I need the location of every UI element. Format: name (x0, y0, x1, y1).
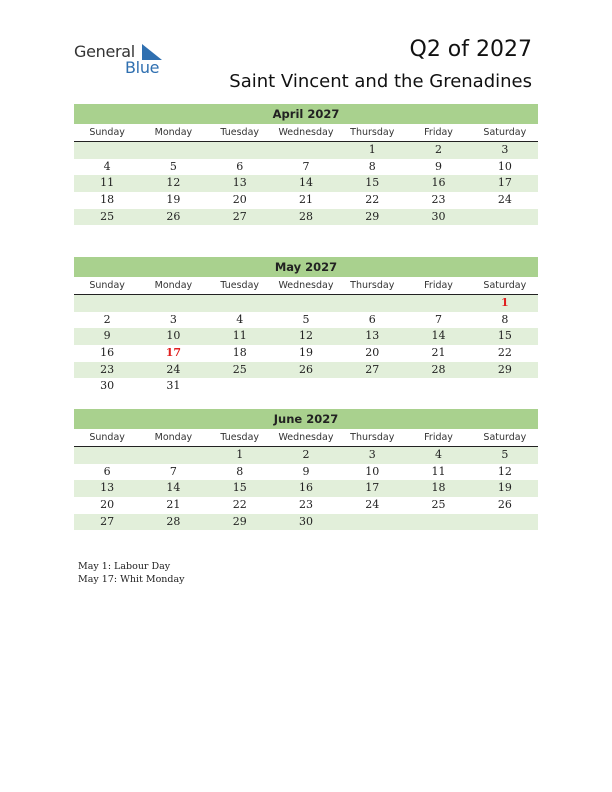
holiday-notes (78, 560, 185, 586)
day-cell (74, 295, 140, 312)
day-cell: 15 (232, 481, 247, 495)
day-cell: 2 (103, 312, 111, 326)
day-cell: 20 (365, 346, 380, 360)
day-cell (405, 514, 471, 531)
day-cell (339, 295, 405, 312)
day-cell: 5 (169, 159, 177, 173)
day-cell: 25 (431, 498, 446, 512)
day-cell (405, 378, 471, 395)
weekday-label: Saturday (483, 127, 527, 138)
day-cell: 2 (435, 143, 443, 156)
day-cell: 23 (431, 193, 446, 207)
day-cell: 13 (365, 329, 380, 343)
day-cell: 18 (232, 346, 247, 360)
day-cell: 20 (100, 498, 115, 512)
day-cell: 23 (100, 362, 115, 376)
weekday-label: Sunday (89, 432, 125, 443)
day-cell: 26 (298, 362, 313, 376)
day-cell: 29 (232, 514, 247, 528)
day-cell (472, 514, 538, 531)
day-cell (140, 447, 206, 464)
day-cell (339, 514, 405, 531)
day-cell: 5 (501, 448, 509, 461)
day-cell (273, 142, 339, 159)
weekday-label: Wednesday (278, 280, 334, 291)
day-cell: 6 (236, 159, 244, 173)
weekday-label: Monday (154, 280, 193, 291)
quarter-title: Q2 of 2027 (409, 37, 532, 62)
day-cell: 3 (368, 448, 376, 461)
day-cell: 6 (368, 312, 376, 326)
holiday-note: May 17: Whit Monday (78, 574, 185, 585)
weekday-header-row (74, 277, 538, 295)
day-cell: 12 (166, 176, 181, 190)
day-cell (472, 209, 538, 226)
day-cell: 21 (298, 193, 313, 207)
day-cell: 1 (236, 448, 244, 461)
weekday-label: Wednesday (278, 127, 334, 138)
day-cell: 19 (497, 481, 512, 495)
day-cell: 7 (302, 159, 310, 173)
week-row (74, 378, 538, 395)
month-title: April 2027 (74, 104, 538, 124)
day-cell: 11 (232, 329, 247, 343)
day-cell: 12 (497, 464, 512, 478)
holiday-note: May 1: Labour Day (78, 561, 171, 572)
weekday-header-row (74, 429, 538, 447)
day-cell: 21 (166, 498, 181, 512)
day-cell: 27 (365, 362, 380, 376)
day-cell: 9 (302, 464, 310, 478)
day-cell (74, 142, 140, 159)
day-cell: 24 (365, 498, 380, 512)
day-cell (339, 378, 405, 395)
day-cell: 17 (497, 176, 512, 190)
day-cell: 24 (166, 362, 181, 376)
day-cell: 29 (497, 362, 512, 376)
week-row (74, 328, 538, 345)
weekday-label: Thursday (350, 280, 395, 291)
week-row (74, 480, 538, 497)
month-title: June 2027 (74, 409, 538, 429)
day-cell: 25 (100, 209, 115, 223)
weekday-label: Saturday (483, 280, 527, 291)
logo-blue-text: Blue (125, 58, 160, 77)
week-row (74, 312, 538, 329)
day-cell: 11 (431, 464, 446, 478)
day-cell: 7 (169, 464, 177, 478)
month-title: May 2027 (74, 257, 538, 277)
day-cell: 23 (298, 498, 313, 512)
holiday-day-cell: 1 (501, 296, 509, 309)
day-cell (74, 447, 140, 464)
day-cell: 4 (103, 159, 111, 173)
day-cell: 28 (431, 362, 446, 376)
month-calendar (74, 104, 538, 225)
day-cell: 4 (435, 448, 443, 461)
day-cell: 11 (100, 176, 115, 190)
day-cell: 2 (302, 448, 310, 461)
week-row (74, 514, 538, 531)
day-cell: 5 (302, 312, 310, 326)
day-cell: 8 (236, 464, 244, 478)
month-calendar (74, 409, 538, 530)
day-cell: 21 (431, 346, 446, 360)
week-row (74, 142, 538, 159)
generalblue-logo (74, 42, 174, 78)
weekday-label: Monday (154, 432, 193, 443)
day-cell: 26 (497, 498, 512, 512)
day-cell: 29 (365, 209, 380, 223)
day-cell: 28 (166, 514, 181, 528)
day-cell: 3 (169, 312, 177, 326)
weekday-label: Sunday (89, 127, 125, 138)
day-cell: 27 (100, 514, 115, 528)
week-row (74, 295, 538, 312)
day-cell (207, 295, 273, 312)
day-cell: 19 (298, 346, 313, 360)
day-cell: 26 (166, 209, 181, 223)
day-cell: 19 (166, 193, 181, 207)
day-cell (207, 142, 273, 159)
weekday-label: Thursday (350, 127, 395, 138)
weekday-label: Friday (424, 432, 453, 443)
day-cell: 18 (431, 481, 446, 495)
day-cell: 31 (166, 379, 181, 393)
weekday-header-row (74, 124, 538, 142)
weekday-label: Monday (154, 127, 193, 138)
day-cell (405, 295, 471, 312)
weekday-label: Friday (424, 127, 453, 138)
week-row (74, 447, 538, 464)
weekday-label: Wednesday (278, 432, 334, 443)
day-cell: 18 (100, 193, 115, 207)
day-cell: 3 (501, 143, 509, 156)
day-cell: 25 (232, 362, 247, 376)
day-cell: 14 (166, 481, 181, 495)
day-cell: 8 (501, 312, 509, 326)
week-row (74, 464, 538, 481)
weekday-label: Saturday (483, 432, 527, 443)
day-cell: 8 (368, 159, 376, 173)
day-cell: 10 (365, 464, 380, 478)
day-cell: 13 (100, 481, 115, 495)
day-cell: 30 (298, 514, 313, 528)
weekday-label: Tuesday (220, 280, 260, 291)
day-cell: 4 (236, 312, 244, 326)
day-cell (140, 295, 206, 312)
weekday-label: Tuesday (220, 432, 260, 443)
day-cell (140, 142, 206, 159)
day-cell: 12 (298, 329, 313, 343)
country-name: Saint Vincent and the Grenadines (229, 71, 532, 92)
day-cell: 30 (100, 379, 115, 393)
day-cell: 15 (497, 329, 512, 343)
month-calendar (74, 257, 538, 395)
week-row (74, 192, 538, 209)
day-cell: 30 (431, 209, 446, 223)
day-cell: 27 (232, 209, 247, 223)
day-cell: 22 (365, 193, 380, 207)
week-row (74, 159, 538, 176)
week-row (74, 345, 538, 362)
day-cell: 22 (497, 346, 512, 360)
logo-general-text: General (74, 42, 135, 61)
day-cell (273, 378, 339, 395)
day-cell: 24 (497, 193, 512, 207)
weekday-label: Friday (424, 280, 453, 291)
day-cell (472, 378, 538, 395)
day-cell: 17 (365, 481, 380, 495)
day-cell: 16 (431, 176, 446, 190)
day-cell: 10 (497, 159, 512, 173)
week-row (74, 497, 538, 514)
day-cell: 7 (435, 312, 443, 326)
day-cell: 16 (100, 346, 115, 360)
day-cell: 14 (298, 176, 313, 190)
holiday-day-cell: 17 (165, 346, 182, 360)
weekday-label: Thursday (350, 432, 395, 443)
day-cell: 10 (166, 329, 181, 343)
day-cell: 1 (368, 143, 376, 156)
day-cell: 20 (232, 193, 247, 207)
day-cell: 22 (232, 498, 247, 512)
week-row (74, 362, 538, 379)
day-cell: 16 (298, 481, 313, 495)
weekday-label: Sunday (89, 280, 125, 291)
day-cell: 28 (298, 209, 313, 223)
week-row (74, 175, 538, 192)
day-cell (273, 295, 339, 312)
day-cell: 9 (435, 159, 443, 173)
day-cell: 9 (103, 329, 111, 343)
week-row (74, 209, 538, 226)
day-cell (207, 378, 273, 395)
weekday-label: Tuesday (220, 127, 260, 138)
day-cell: 15 (365, 176, 380, 190)
day-cell: 13 (232, 176, 247, 190)
day-cell: 14 (431, 329, 446, 343)
day-cell: 6 (103, 464, 111, 478)
